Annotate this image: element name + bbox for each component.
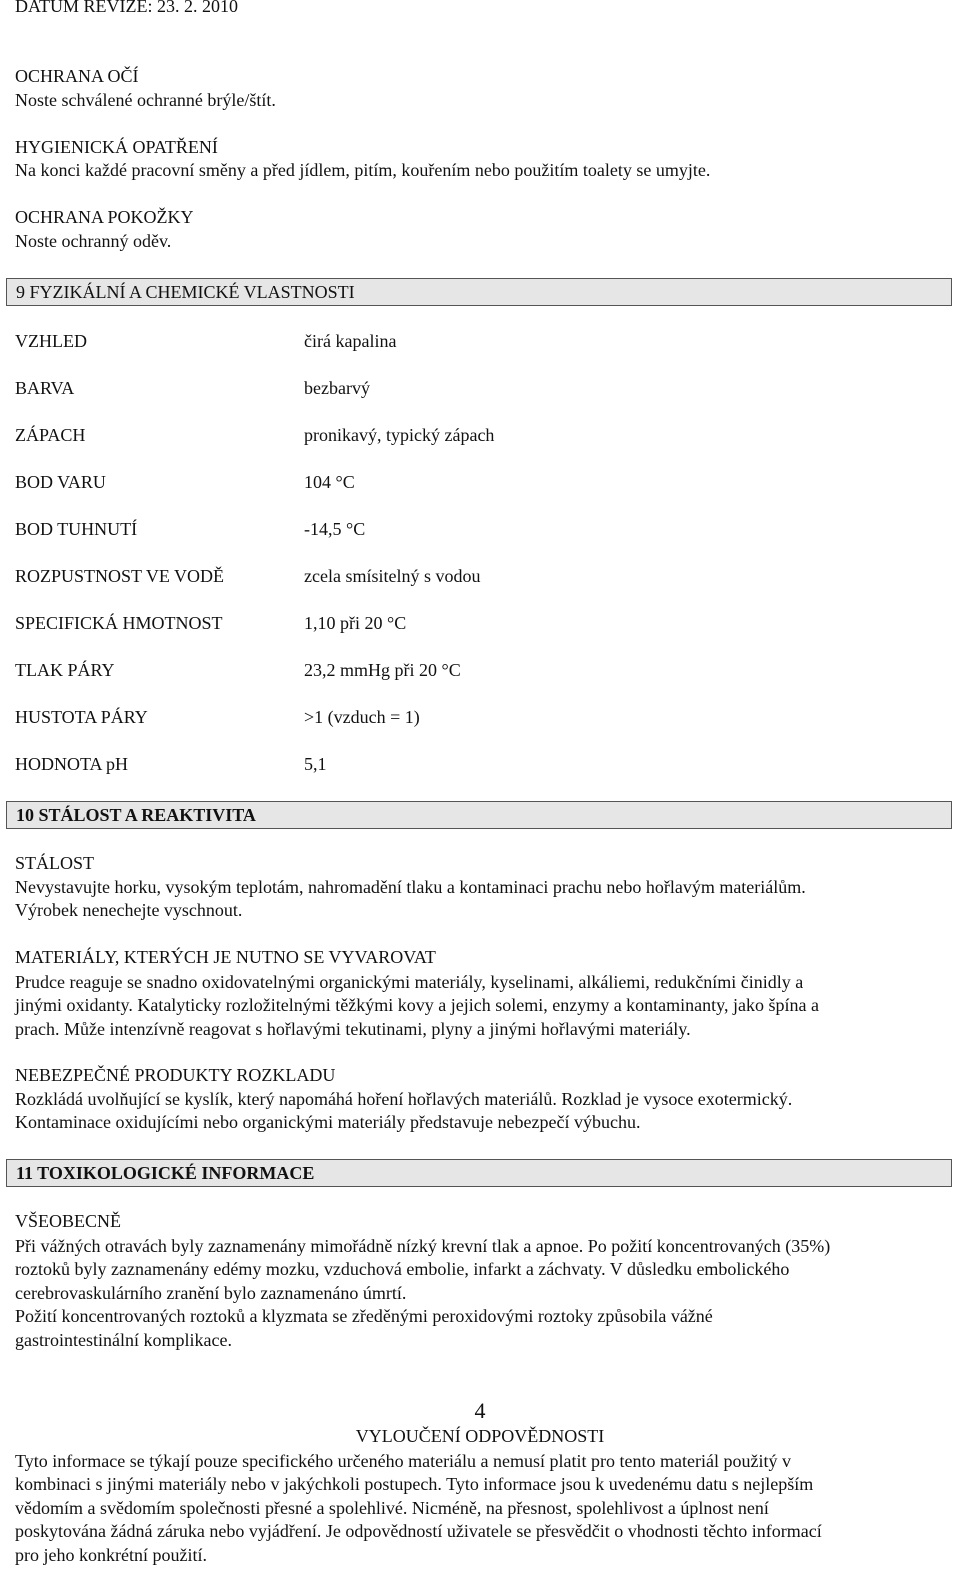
skin-protection-text: Noste ochranný oděv. <box>15 231 172 251</box>
property-value: >1 (vzduch = 1) <box>304 707 420 727</box>
property-value: 104 °C <box>304 472 355 492</box>
general-paragraph <box>15 1235 950 1352</box>
paragraph-line: jinými oxidanty. Katalyticky rozložitelnými těžkými kovy a jejich solemi, enzymy a kontaminanty, jako špína a <box>15 995 819 1016</box>
property-label: HUSTOTA PÁRY <box>15 707 148 727</box>
property-value: 23,2 mmHg při 20 °C <box>304 660 461 680</box>
section-9-title: 9 FYZIKÁLNÍ A CHEMICKÉ VLASTNOSTI <box>16 282 355 302</box>
decomposition-paragraph <box>15 1088 950 1135</box>
hygiene-text: Na konci každé pracovní směny a před jídlem, pitím, kouřením nebo použitím toalety se umyjte. <box>15 160 711 180</box>
paragraph-line: Rozkládá uvolňující se kyslík, který napomáhá hoření hořlavých materiálů. Rozklad je vysoce exotermický. <box>15 1089 793 1109</box>
property-value: bezbarvý <box>304 378 370 398</box>
paragraph-line: roztoků byly zaznamenány edémy mozku, vzduchová embolie, infarkt a záchvaty. V důsledku embolického <box>15 1259 790 1280</box>
stability-title: STÁLOST <box>15 853 95 873</box>
disclaimer-paragraph <box>15 1450 950 1567</box>
property-value: 5,1 <box>304 754 327 774</box>
paragraph-line: Nevystavujte horku, vysokým teplotám, nahromadění tlaku a kontaminaci prachu nebo hořlavým materiálům. <box>15 877 806 897</box>
paragraph-line: vědomím a svědomím společnosti přesné a spolehlivé. Nicméně, na přesnost, spolehlivost a úplnost není <box>15 1497 769 1518</box>
property-label: ZÁPACH <box>15 425 86 445</box>
paragraph-line: Kontaminace oxidujícími nebo organickými materiály představuje nebezpečí výbuchu. <box>15 1112 641 1133</box>
page-number: 4 <box>474 1398 486 1423</box>
paragraph-line: prach. Může intenzívně reagovat s hořlavými tekutinami, plyny a jinými hořlavými materiály. <box>15 1018 691 1039</box>
hygiene-title: HYGIENICKÁ OPATŘENÍ <box>15 137 218 157</box>
paragraph-line: Požití koncentrovaných roztoků a klyzmata se zředěnými peroxidovými roztoky způsobila vážné <box>15 1306 713 1327</box>
property-label: SPECIFICKÁ HMOTNOST <box>15 613 223 633</box>
property-value: zcela smísitelný s vodou <box>304 566 481 586</box>
section-9-header <box>6 278 952 306</box>
revision-date: DATUM REVIZE: 23. 2. 2010 <box>15 0 238 16</box>
property-label: VZHLED <box>15 331 87 351</box>
property-value: čirá kapalina <box>304 331 397 351</box>
decomposition-title: NEBEZPEČNÉ PRODUKTY ROZKLADU <box>15 1065 336 1085</box>
property-label: BOD TUHNUTÍ <box>15 519 138 539</box>
property-label: ROZPUSTNOST VE VODĚ <box>15 566 225 586</box>
paragraph-line: Tyto informace se týkají pouze specifického určeného materiálu a nemusí platit pro tento materiál použitý v <box>15 1451 791 1471</box>
disclaimer-title: VYLOUČENÍ ODPOVĚDNOSTI <box>355 1426 605 1446</box>
property-value: pronikavý, typický zápach <box>304 425 495 445</box>
paragraph-line: cerebrovaskulárního zranění bylo zaznamenáno úmrtí. <box>15 1282 407 1303</box>
section-11-title: 11 TOXIKOLOGICKÉ INFORMACE <box>16 1163 315 1183</box>
paragraph-line: gastrointestinální komplikace. <box>15 1329 232 1350</box>
property-label: BARVA <box>15 378 75 398</box>
section-11-header <box>6 1159 952 1187</box>
general-title: VŠEOBECNĚ <box>15 1211 122 1231</box>
paragraph-line: kombinaci s jinými materiály nebo v jakýchkoli postupech. Tyto informace jsou k uvedenému datu s nejlepším <box>15 1474 814 1495</box>
paragraph-line: poskytována žádná záruka nebo vyjádření. Je odpovědností uživatele se přesvědčit o vhodnosti těchto informací <box>15 1521 822 1542</box>
materials-to-avoid-title: MATERIÁLY, KTERÝCH JE NUTNO SE VYVAROVAT <box>15 947 436 967</box>
property-value: -14,5 °C <box>304 519 366 539</box>
eye-protection-title: OCHRANA OČÍ <box>15 66 139 86</box>
paragraph-line: Výrobek nenechejte vyschnout. <box>15 900 243 921</box>
skin-protection-title: OCHRANA POKOŽKY <box>15 207 194 227</box>
paragraph-line: Prudce reaguje se snadno oxidovatelnými organickými materiály, kyselinami, alkáliemi, redukčními činidly a <box>15 972 804 992</box>
paragraph-line: pro jeho konkrétní použití. <box>15 1544 207 1565</box>
materials-to-avoid-paragraph <box>15 971 950 1041</box>
section-10-title: 10 STÁLOST A REAKTIVITA <box>16 805 256 825</box>
property-value: 1,10 při 20 °C <box>304 613 407 633</box>
section-10-header <box>6 801 952 829</box>
property-label: HODNOTA pH <box>15 754 129 774</box>
paragraph-line: Při vážných otravách byly zaznamenány mimořádně nízký krevní tlak a apnoe. Po požití koncentrovaných (35%) <box>15 1236 831 1256</box>
property-label: BOD VARU <box>15 472 106 492</box>
stability-paragraph <box>15 876 950 923</box>
eye-protection-text: Noste schválené ochranné brýle/štít. <box>15 90 276 110</box>
property-label: TLAK PÁRY <box>15 660 115 680</box>
